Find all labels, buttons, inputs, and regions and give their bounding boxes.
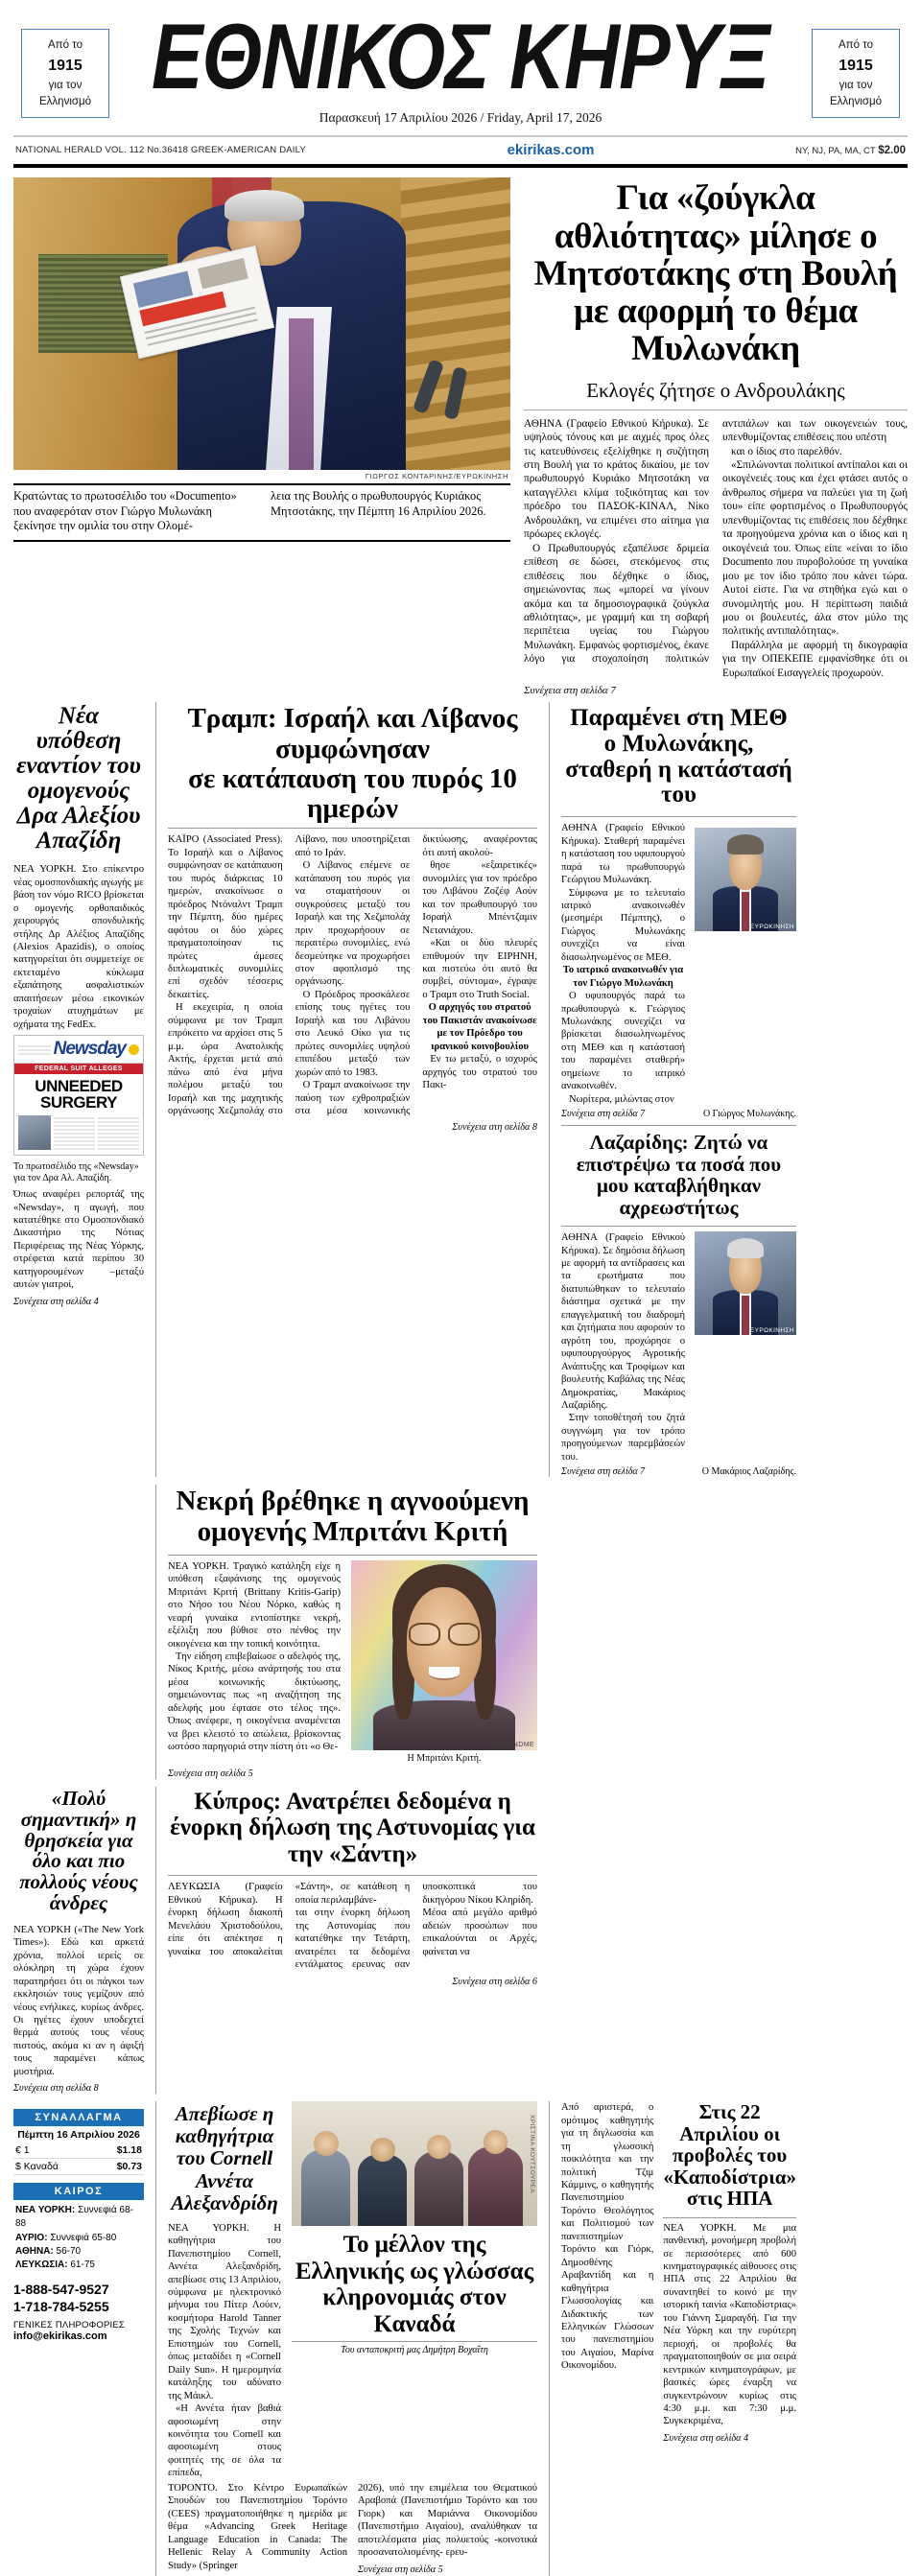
weather-city: ΝΕΑ ΥΟΡΚΗ:	[15, 2205, 76, 2216]
meth-text	[561, 822, 685, 1106]
kanada-body-col-2	[358, 2482, 537, 2576]
trump-paragraph: Η εκεχειρία, η οποία σύμφωνα με τον Τραμπ επρόκειτο να αρχίσει στις 5 μ.μ. ώρα Ανατολικής Ακτής, έρχεται μετά από πάνω από ένα μήνα πολέμου μεταξύ του Ισραήλ και της μαχητικής οργάνωσης Χεζμπολάχ στο Λίβανο, που υποστηρίζεται από το Ιράν.	[168, 834, 411, 1116]
rail-divider	[561, 1125, 796, 1126]
kypros-story	[155, 1787, 537, 2094]
lead-paragraph: Ο Πρωθυπουργός εξαπέλυσε δριμεία επίθεση σε δώσει, στεκόμενος στις επιθέσεις που δέχθηκε ο ίδιος, σημειώνοντας πως «μπορεί να γίνουν ακόμα και τα δημοσιογραφικά ζούγκλα αθλιότητας», με γραμμή και τη σοβαρή περιπέτεια υγείας του Γιώργου Μυλωνάκη. Εμφανώς φορτισμένος, έκανε λόγο για στοχοποίηση πολιτικών αντιπάλων και των οικογενειών τους, υπενθυμίζοντας επιθέσεις που υπέστη	[524, 417, 908, 666]
kypros-body	[168, 1876, 537, 1971]
right-rail-spacer	[549, 1485, 796, 1779]
website-link[interactable]: ekirikas.com	[507, 142, 595, 159]
kanada-story	[155, 2101, 537, 2576]
kapodistria-paragraph: ΝΕΑ ΥΟΡΚΗ. Με μια πανθενική, μονοήμερη προβολή σε περισσότερες από 600 κινηματογραφικές αίθουσες στις ΗΠΑ στις 22 Απριλίου θα συναντηθεί το κοινό με την ιστορική ταινία «Καποδίστριας» του Γιάννη Σμαραγδή. Για την Νέα Υόρκη και την ευρύτερη περιοχή, οι προβολές θα πραγματοποιηθούν σε μια σειρά κεντρικών κινηματογράφων, με βασικές ώρες έναρξη να συγκεντρώνουν κυρίως στις 4:30 μ.μ. και 7:30 μ.μ. Συγκεκριμένα,	[663, 2222, 796, 2427]
newsday-logo: Newsday	[53, 1039, 126, 1060]
lazaridis-paragraph: ΑΘΗΝΑ (Γραφείο Εθνικού Κήρυκα). Σε δημόσια δήλωση με αφορμή τα αντίδρασεις και τα ερωτήματα που διατυπώθηκαν το τελευταίο διάστημα σχετικά με την επαγγελματική του διαδρομή και ζητήματα που αφορούν το αγρότη του, προχώρησε ο υφυπουργούργος Αγροτικής Ανάπτυξης και Τροφίμων και βουλευτής Καβάλας της Νέας Δημοκρατίας, Μακάριος Λαζαρίδης.	[561, 1232, 685, 1411]
trump-paragraph: θησε «εξαιρετικές» συνομιλίες για τον πρόεδρο του Λιβάνου Ζοζέφ Αούν και τον πρωθυπουργό του Ισραήλ Μπέντζαμιν Νετανιάχου.	[422, 860, 537, 936]
kanada-caption-col	[561, 2101, 653, 2444]
bottom-band	[13, 2101, 908, 2576]
meth-continue-link[interactable]: Συνέχεια στη σελίδα 7	[561, 1109, 646, 1120]
lazaridis-paragraph: Στην τοποθέτησή του ζητά συγγνώμη για τον τρόπο προηγούμενων παρεμβάσεών του.	[561, 1413, 685, 1463]
third-band	[13, 1485, 908, 1779]
thriskeia-paragraph: ΝΕΑ ΥΟΡΚΗ («The New York Times»). Εδώ και αρκετά χρόνια, πολλοί ιερείς σε ολόκληρη τη χώρα έχουν παρατηρήσει ότι οι πάγκοι των εκκλησιών τους γεμίζουν από νέους ενήλικες, κυρίως άνδρες. Οι ηγέτες έχουν υποδεχτεί θερμά αυτούς τους νέους πιστούς, ακόμα κι αν η άφιξή τους παραμένει κάπως μυστήρια.	[13, 1924, 144, 2077]
trump-paragraph: ΚΑΪΡΟ (Associated Press). Το Ισραήλ και ο Λίβανος συμφώνησαν σε κατάπαυση του πυρός διάρκειας 10 ημερών, ανακοίνωσε ο πρόεδρος Ντόναλντ Τραμπ την Πέμπτη, δύο ημέρες αφότου οι δύο χώρες πραγματοποίησαν τις πρώτες άμεσες διπλωματικές συνομιλίες επί σχεδόν τέσσερις δεκαετίες.	[168, 834, 283, 1000]
trump-paragraph: «Και οι δύο πλευρές επιθυμούν την ΕΙΡΗΝΗ, και πιστεύω ότι αυτό θα συμβεί, σύντομα», έγραψε ο Τραμπ στο Truth Social.	[422, 938, 537, 1000]
trump-paragraph: Ο Πρόεδρος προσκάλεσε επίσης τους ηγέτες του Ισραήλ και του Λιβάνου στο Λευκό Οίκο για τις πρώτες συνομιλίες υψηλού επιπέδου μεταξύ των χωρών από το 1983.	[295, 989, 411, 1078]
kypros-paragraph: ται στην ένορκη δήλωση της Αστυνομίας που κατατέθηκε την Τετάρτη, ανατρέπει τα δεδομένα εντάλματος ερευνας σαν υποσκοπτικά του δικηγόρου Νίκου Κληρίδη.	[295, 1882, 537, 1971]
lazaridis-photo-wrap	[695, 1231, 796, 1464]
since-right-line4: Ελληνισμό	[830, 95, 882, 107]
kypros-headline[interactable]: Κύπρος: Ανατρέπει δεδομένα η ένορκη δήλωση της Αστυνομίας για την «Σάντη»	[170, 1788, 535, 1867]
price: $2.00	[878, 144, 906, 156]
kriti-text	[168, 1560, 341, 1764]
meth-headline[interactable]: Παραμένει στη ΜΕΘ ο Μυλωνάκης, σταθερή η κατάστασή του	[565, 705, 792, 808]
thriskeia-story	[13, 1787, 144, 2094]
newsday-kicker: FEDERAL SUIT ALLEGES	[14, 1064, 143, 1074]
newsday-photo	[18, 1115, 51, 1150]
kanada-bottom	[168, 2482, 537, 2576]
weather-box	[13, 2183, 144, 2272]
currency-label: $ Καναδά	[15, 2161, 59, 2173]
since-right-year: 1915	[838, 57, 873, 74]
fourth-band-spacer	[549, 1787, 796, 2094]
apazidis-continue-link[interactable]: Συνέχεια στη σελίδα 4	[13, 1296, 99, 1307]
kanada-byline: Του ανταποκριτή μας Δημήτρη Βοχαΐτη	[341, 2345, 488, 2356]
phone-primary[interactable]: 1-888-547-9527	[13, 2282, 109, 2298]
masthead-center	[109, 5, 812, 126]
trump-headline[interactable]	[168, 704, 537, 824]
dateline: Παρασκευή 17 Απριλίου 2026 / Friday, April 17, 2026	[319, 110, 602, 126]
meth-paragraph: Σύμφωνα με το τελευταίο ιατρικό ανακοινωθέν (μεσημέρι Πέμπτης), ο Γιώργος Μυλωνάκης συνεχίζει να είναι διασωληνωμένος σε ΜΕΘ.	[561, 887, 685, 963]
kapodistria-col	[663, 2101, 796, 2444]
photo-head-1	[314, 2131, 339, 2156]
newsday-text-col	[98, 1115, 139, 1150]
newsday-body-mock	[14, 1115, 143, 1155]
apazidis-continued-col	[13, 1485, 144, 1779]
meth-paragraph: Ο υφυπουργός παρά τω πρωθυπουργώ κ. Γεώργιος Μυλωνάκης συνεχίζει να βρίσκεται διασωληνωμένος στη ΜΕΘ και η κατάστασή του παραμένει σταθερή» σημείωνε το ιατρικό ανακοινωθέν.	[561, 991, 685, 1092]
trump-subhead: Ο αρχηγός του στρατού του Πακιστάν ανακοίνωσε με τον Πρόεδρο του ιρανικού κοινοβουλίου	[422, 1002, 537, 1052]
newsday-text-col	[54, 1115, 95, 1150]
contact-phones	[13, 2272, 144, 2317]
weather-row	[15, 2245, 142, 2259]
lazaridis-photo-caption: Ο Μακάριος Λαζαρίδης.	[701, 1466, 796, 1478]
prop-photo-2	[198, 257, 248, 289]
caption-left: Κρατώντας το πρωτοσέλιδο του «Documento» που αναφερόταν στον Γιώργο Μυλωνάκη ξεκίνησε την ομιλία του στην Ολομέ-	[13, 489, 237, 532]
lead-paragraph: «Σπιλώνονται πολιτικοί αντίπαλοι και οι οικογένειές τους και έχει φτάσει αυτός ο άνθρωπος σήμερα να παλεύει για τη ζωή του» είπε φορτισμένος ο Πρωθυπουργός υπενθυμίζοντας τις επιθέσεις που δέχθηκε τα προηγούμενα χρόνια και ο ίδιος και η οικογένειά του. Όπως είπε «είναι το ίδιο Documento που πυροβολούσε τη γυναίκα μου με τον ίδιο τρόπο που κάνει τώρα. Αυτοί είστε. Για να στηθήκα εγώ και ο συνομιλητής μου. Η περίπτωση παιδιά μου οι βουλευτές, άλα στον μύλο της πολιτικής αντιπαλότητας».	[722, 458, 908, 638]
kapodistria-story	[549, 2101, 796, 2576]
trump-headline-line2: σε κατάπαυση του πυρός 10 ημερών	[188, 762, 517, 825]
photo-person-4	[468, 2146, 522, 2226]
lead-continue-link[interactable]: Συνέχεια στη σελίδα 7	[524, 685, 616, 697]
cornell-paragraph: «Η Αννέτα ήταν βαθιά αφοσιωμένη στην κοινότητα του Cornell και αφοσιωμένη στους φοιτητές της σε όλα τα επίπεδα,	[168, 2403, 281, 2479]
kriti-story	[155, 1485, 537, 1779]
kanada-group-caption: Από αριστερά, ο ομότιμος καθηγητής για τη διγλωσσία και τη γλωσσική ποικιλότητα και την πολιτική Τζιμ Κάμμινς, ο καθηγητής Πανεπιστημίου Τορόντο Θεολόγητος και Πολιτισμού των πανεπιστημίων Τορόντο και Γιόρκ, Δημοσθένης Αραβαντίδη και η καθηγήτρια Γλωσσολογίας και Διδακτικής των Ελληνικών Γλώσσων του πανεπιστημίου του Αιγαίου, Μαρίνα Οικονομίδου.	[561, 2102, 654, 2372]
currency-label: € 1	[15, 2144, 30, 2157]
kriti-photo-wrap	[351, 1560, 537, 1764]
second-band	[13, 702, 908, 1477]
photo-smile	[429, 1667, 459, 1680]
photo-person-1	[301, 2149, 350, 2227]
trump-headline-line1: Τραμπ: Ισραήλ και Λίβανος συμφώνησαν	[187, 703, 518, 764]
weather-row	[15, 2259, 142, 2272]
currency-value: $0.73	[116, 2161, 142, 2173]
trump-paragraph: Εν τω μεταξύ, ο ισχυρός αρχηγός του στρατού του Πακι-	[422, 1054, 537, 1091]
weather-value: 61-75	[67, 2260, 95, 2271]
weather-title: ΚΑΙΡΟΣ	[13, 2183, 144, 2200]
kanada-body-col	[168, 2482, 347, 2576]
right-rail	[549, 702, 796, 1477]
lead-text-column	[524, 177, 908, 696]
lazaridis-photo	[695, 1231, 796, 1335]
kypros-paragraph: ΛΕΥΚΩΣΙΑ (Γραφείο Εθνικού Κήρυκα). Η ένορκη δήλωση διακοπή Μενελάου Χριστοδούλου, είπε ότι απέκτησε η γυναίκα του αποκαλείται «Σάντη», σε κατάθεση η οποία περιλαμβάνε-	[168, 1882, 411, 1957]
apazidis-body-2	[13, 1188, 144, 1292]
photo-tie	[289, 318, 314, 471]
since-left-line3: για τον	[48, 79, 83, 91]
caption-right: λεια της Βουλής ο πρωθυπουργός Κυριάκος Μητσοτάκης, την Πέμπτη 16 Απριλίου 2026.	[271, 489, 486, 518]
currency-box	[13, 2109, 144, 2175]
apazidis-story	[13, 702, 144, 1477]
kriti-photo	[351, 1560, 537, 1750]
kypros-continue-link[interactable]: Συνέχεια στη σελίδα 6	[452, 1976, 537, 1987]
contact-email[interactable]: info@ekirikas.com	[13, 2330, 107, 2343]
photo-head-2	[370, 2138, 395, 2162]
kriti-headline[interactable]: Νεκρή βρέθηκε η αγνοούμενη ομογενής Μπριτάνι Κριτή	[176, 1486, 530, 1547]
sun-icon	[129, 1044, 139, 1055]
weather-value: Συννεφιά 65-80	[47, 2232, 117, 2243]
kypros-paragraph: Μέσα από μεγάλο αριθμό αδειών προσώπων που επικαλούνται οι Αρχές, φαίνεται να	[422, 1908, 537, 1957]
lead-subheadline: Εκλογές ζήτησε ο Ανδρουλάκης	[586, 378, 845, 402]
kriti-paragraph: ΝΕΑ ΥΟΡΚΗ. Τραγικό κατάληξη είχε η υπόθεση εξαφάνισης της ομογενούς Μπριτάνι Κριτή (Brittany Kritis-Garip) στο Νήσο του Νέου Νόρκο, καθώς η νεαρή γυναίκα εντοπίστηκε νεκρή, εξέλιξη που βύθισε στο πένθος την οικογένεια και την τοπική κοινότητα.	[168, 1560, 341, 1650]
photo-hair	[727, 1238, 764, 1259]
kriti-paragraph: Την είδηση επιβεβαίωσε ο αδελφός της, Νίκος Κριτής, μέσω ανάρτησής του στα μέσα κοινωνικής δικτύωσης, σημειώνοντας πως «η αναζήτηση της αδελφής μου έφτασε στο τέλος της». Όπως ανέφερε, η οικογένεια αναμένεται να βρει κλειστό το απώλεια, βρίσκοντας ωστόσο παρηγοριά στην πίστη ότι «ο Θε-	[168, 1651, 341, 1753]
since-badge-right	[812, 29, 900, 118]
weather-city: ΑΥΡΙΟ:	[15, 2232, 48, 2243]
lazaridis-content	[561, 1227, 796, 1464]
lead-photo-column	[13, 177, 510, 696]
photo-microphones	[401, 341, 510, 470]
kapodistria-body	[663, 2218, 796, 2428]
kriti-photo-caption: Η Μπριτάνι Κριτή.	[407, 1752, 482, 1764]
distribution-states: NY, NJ, PA, MA, CT	[795, 145, 879, 156]
photo-tie	[742, 892, 748, 931]
thriskeia-body	[13, 1924, 144, 2078]
trump-story	[155, 702, 537, 1477]
lazaridis-continue-link[interactable]: Συνέχεια στη σελίδα 7	[561, 1466, 646, 1478]
lead-photo-caption	[13, 485, 510, 539]
cornell-story	[168, 2101, 281, 2480]
lead-paragraph: Παράλληλα με αφορμή τη δικογραφία για την ΟΠΕΚΕΠΕ εμφανίσθηκε ότι οι Ευρωπαϊκοί Εισαγγελείς προχωρούν.	[722, 639, 908, 679]
meth-footer	[561, 1106, 796, 1119]
weather-city: ΑΘΗΝΑ:	[15, 2245, 54, 2257]
kanada-headline[interactable]: Το μέλλον της Ελληνικής ως γλώσσας κληρονομιάς στον Καναδά	[295, 2232, 534, 2337]
meth-med-subhead: Το ιατρικό ανακοινωθέν για τον Γιώργο Μυλωνάκη	[562, 965, 684, 989]
apazidis-body	[13, 863, 144, 1031]
kapodistria-headline[interactable]: Στις 22 Απριλίου οι προβολές του «Καποδίστρια» στις ΗΠΑ	[663, 2100, 797, 2211]
currency-title: ΣΥΝΑΛΛΑΓΜΑ	[13, 2109, 144, 2126]
weather-value: Συννεφιά 68-88	[15, 2205, 133, 2230]
newsday-caption: Το πρωτοσέλιδο της «Newsday» για τον Δρα Αλ. Απαζίδη.	[13, 1161, 139, 1184]
apazidis-paragraph-2: Όπως αναφέρει ρεπορτάζ της «Newsday», η αγωγή, που κατατέθηκε στο Ομοσπονδιακό Δικαστήριο της Νότιας Περιφέρειας της Νέας Υόρκης, στρέφεται κατά περίπου 30 κατηγορουμένων –μεταξύ αυτών γιατροί,	[13, 1189, 144, 1291]
meth-photo-caption: Ο Γιώργος Μυλωνάκης.	[702, 1109, 796, 1120]
kriti-continue-link[interactable]: Συνέχεια στη σελίδα 5	[168, 1768, 253, 1779]
trump-body	[168, 829, 537, 1117]
fourth-band	[13, 1787, 908, 2094]
kapodistria-top	[561, 2101, 796, 2444]
since-left-line4: Ελληνισμό	[39, 95, 91, 107]
apazidis-headline[interactable]: Νέα υπόθεση εναντίον του ομογενούς Δρα Αλεξίου Απαζίδη	[16, 703, 141, 855]
kapodistria-continue-link[interactable]: Συνέχεια στη σελίδα 4	[663, 2432, 749, 2444]
kanada-paragraph-2: 2026), υπό την επιμέλεια του Θεματικού Αραβοπά (Πανεπιστήμιο Τορόντο και του Γιορκ) και Μαριάννα Οικονομίδου (Πανεπιστήμιο Αιγαίου), αναλύθηκαν τα αποτελέσματα μίας πολυετούς -κοινοτικά προσανατολισμένης- ερευ-	[358, 2482, 537, 2559]
kanada-continue-link[interactable]: Συνέχεια στη σελίδα 5	[358, 2564, 443, 2575]
weather-city: ΛΕΥΚΩΣΙΑ:	[15, 2260, 68, 2271]
newspaper-title: ΕΘΝΙΚΟΣ ΚΗΡΥΞ	[151, 5, 770, 109]
header-rule	[13, 164, 908, 168]
meth-content	[561, 817, 796, 1106]
newsday-left-stub	[18, 1043, 51, 1055]
info-bar	[13, 137, 908, 164]
caption-bottom-rule	[13, 540, 510, 542]
glasses-icon	[409, 1623, 480, 1646]
photo-hair	[727, 834, 764, 855]
meth-paragraph: Νωρίτερα, μιλώντας στον	[569, 1093, 674, 1105]
weather-list	[13, 2200, 144, 2272]
publication-info: NATIONAL HERALD VOL. 112 No.36418 GREEK-AMERICAN DAILY	[15, 145, 306, 156]
newsday-clipping	[13, 1035, 144, 1156]
meth-paragraph: ΑΘΗΝΑ (Γραφείο Εθνικού Κήρυκα). Σταθερή παραμένει η κατάσταση του υφυπουργού παρά τω πρωθυπουργώ Γεώργιου Μυλωνάκη.	[561, 823, 685, 886]
photo-person-hair	[224, 190, 304, 222]
since-left-year: 1915	[48, 57, 83, 74]
trump-paragraph: Ο Λίβανος επέμενε σε κατάπαυση του πυρός για να σταματήσουν οι συγκρούσεις μεταξύ του Ισραήλ και της Χεζμπολάχ πριν προχωρήσουν σε περαιτέρω συνομιλίες, ενώ δεσμεύτηκε να προχωρήσει στον αφοπλισμό της οργάνωσης.	[295, 860, 411, 988]
lazaridis-photo-credit: ΕΥΡΩΚΙΝΗΣΗ	[749, 1327, 794, 1335]
price-info	[795, 145, 906, 156]
newsday-header	[14, 1036, 143, 1064]
since-left-line1: Από το	[48, 39, 83, 52]
lead-photo-credit: ΓΙΩΡΓΟΣ ΚΟΝΤΑΡΙΝΗΣ/ΕΥΡΩΚΙΝΗΣΗ	[365, 472, 508, 481]
thriskeia-headline[interactable]: «Πολύ σημαντική» η θρησκεία για όλο και πιο πολλούς νέους άνδρες	[19, 1786, 138, 1914]
kanada-photo-wrap	[292, 2101, 537, 2480]
lead-paragraph: και ο ίδιος στο παρελθόν.	[731, 445, 842, 457]
meth-photo-wrap	[695, 822, 796, 1106]
cornell-headline[interactable]: Απεβίωσε η καθηγήτρια του Cornell Αννέτα Αλεξανδρίδη	[171, 2102, 278, 2214]
since-right-line3: για τον	[838, 79, 873, 91]
lazaridis-headline[interactable]: Λαζαρίδης: Ζητώ να επιστρέψω τα ποσά που μου καταβλήθηκαν αχρεωστήτως	[576, 1131, 782, 1219]
thriskeia-continue-link[interactable]: Συνέχεια στη σελίδα 8	[13, 2083, 99, 2095]
since-badge-left	[21, 29, 109, 118]
weather-row	[15, 2204, 142, 2231]
general-info-label: ΓΕΝΙΚΕΣ ΠΛΗΡΟΦΟΡΙΕΣ	[13, 2320, 126, 2331]
lead-photo	[13, 177, 510, 470]
lead-body	[524, 417, 908, 681]
photo-tie	[742, 1296, 748, 1335]
trump-continue-link[interactable]: Συνέχεια στη σελίδα 8	[452, 1122, 537, 1134]
newsday-headline: UNNEEDED SURGERY	[35, 1077, 123, 1112]
service-box-column	[13, 2101, 144, 2576]
kanada-paragraph: ΤΟΡΟΝΤΟ. Στο Κέντρο Ευρωπαϊκών Σπουδών του Πανεπιστημίου Τορόντο (CEES) πραγματοποιήθηκε η ημερίδα με θέμα «Advancing Greek Heritage Language Education in Canada: The Hellenic Relay A Community Action Study» (Springer	[168, 2482, 347, 2571]
kriti-content	[168, 1556, 537, 1764]
apazidis-paragraph: ΝΕΑ ΥΟΡΚΗ. Στο επίκεντρο νέας ομοσπονδιακής αγωγής με βάση τον νόμο RICO βρίσκεται ο ομογενής ορθοπαιδικός χειρουργός σπονδυλικής στήλης Δρ Αλέξιος Απαζίδης (Alexios Apazidis), ο οποίος κατηγορείται ότι συμμετείχε σε εκτεταμένο κύκλωμα εξαπάτησης ασφαλιστικών απαιτήσεων μέσω εικονικών τροχαίων ατυχημάτων με οχήματα της FedEx.	[13, 864, 144, 1030]
photo-head-4	[484, 2130, 508, 2154]
lazaridis-text	[561, 1231, 685, 1464]
currency-value: $1.18	[116, 2144, 142, 2157]
currency-date: Πέμπτη 16 Απριλίου 2026	[17, 2129, 140, 2142]
lead-headline[interactable]: Για «ζούγκλα αθλιότητας» μίλησε ο Μητσοτάκης στη Βουλή με αφορμή το θέμα Μυλωνάκη	[533, 178, 898, 369]
photo-person-3	[414, 2151, 463, 2226]
cornell-paragraph: ΝΕΑ ΥΟΡΚΗ. Η καθηγήτρια του Πανεπιστημίου Cornell, Αννέτα Αλεξανδρίδη, απεβίωσε στις 13 Απριλίου, σύμφωνα με ηλεκτρονικό μήνυμα του Πίτερ Λούεν, κοσμήτορα Harold Tanner της Σχολής Τεχνών και Επιστημών του Cornell, όπως μεταδίδει η «Cornell Daily Sun». Η ημερομηνία κατάληξης του αδύνατο της Μάικλ.	[168, 2222, 281, 2401]
since-right-line1: Από το	[838, 39, 873, 52]
trump-paragraph: Ο Τραμπ ανακοίνωσε την παύση των εχθροπραξιών στα μέσα κοινωνικής δικτύωσης, αναφέροντας ότι αυτή ακολού-	[295, 834, 537, 1116]
meth-photo-credit: ΕΥΡΩΚΙΝΗΣΗ	[749, 924, 794, 931]
lazaridis-footer	[561, 1464, 796, 1477]
weather-row	[15, 2232, 142, 2245]
cornell-body	[168, 2222, 281, 2480]
photo-person-2	[358, 2154, 407, 2226]
lead-story-block	[13, 177, 908, 696]
currency-row	[13, 2143, 144, 2159]
kanada-top	[168, 2101, 537, 2480]
kanada-group-photo	[292, 2101, 537, 2226]
weather-value: 56-70	[53, 2245, 82, 2257]
phone-secondary[interactable]: 1-718-784-5255	[13, 2298, 109, 2314]
kanada-photo-credit: ΧΡΙΣΤΙΝΑ ΚΟΥΤΣΟΥΡΕΑ	[529, 2115, 535, 2194]
currency-row	[13, 2159, 144, 2175]
mylonakis-photo	[695, 828, 796, 931]
masthead	[13, 0, 908, 128]
lead-paragraph: ΑΘΗΝΑ (Γραφείο Εθνικού Κήρυκα). Σε υψηλούς τόνους και με αιχμές προς όλες τις κατευθύνσεις εξελίχθηκε η συζήτηση στη Βουλή για το κράτος δικαίου, με τον πρωθυπουργό Κυριάκο Μητσοτάκη να καταγγέλλει κλίμα τοξικότητας και τον πρόεδρο του ΠΑΣΟΚ-ΚΙΝΑΛ, Νίκο Ανδρουλάκη, να επιμένει στο αίτημα για πρόωρες εκλογές.	[524, 417, 709, 541]
kriti-photo-credit: GOFUNDME	[491, 1741, 534, 1748]
